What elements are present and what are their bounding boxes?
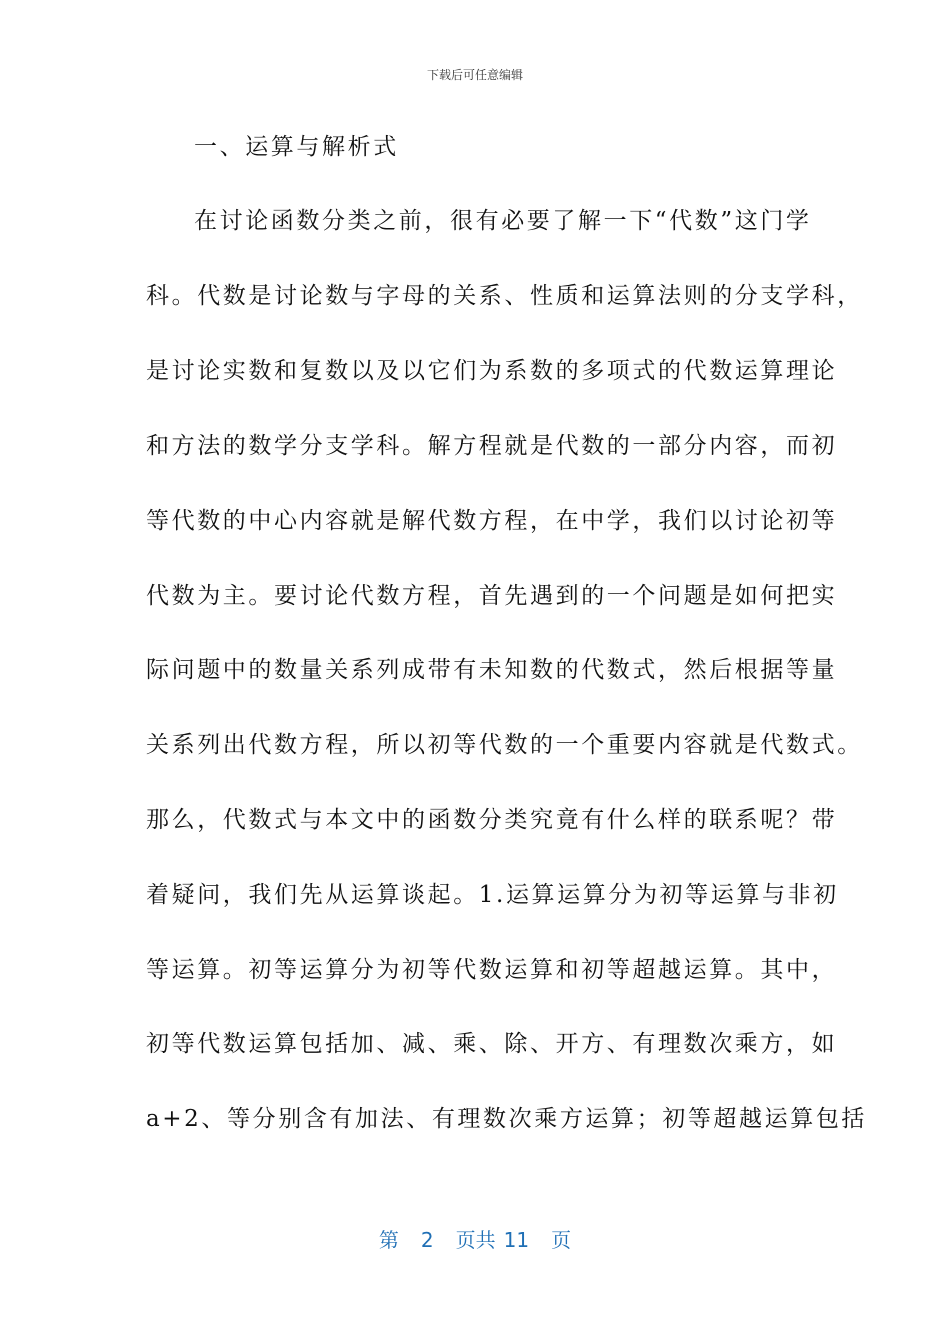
paragraph-line: 和方法的数学分支学科。解方程就是代数的一部分内容，而初 (146, 433, 838, 459)
page-number-footer (0, 1224, 950, 1253)
current-page-number: 2 (420, 1228, 434, 1252)
paragraph-line: a+2、等分别含有加法、有理数次乘方运算；初等超越运算包括 (146, 1106, 868, 1132)
paragraph-line: 际问题中的数量关系列成带有未知数的代数式，然后根据等量 (146, 657, 838, 683)
paragraph-line: 等代数的中心内容就是解代数方程，在中学，我们以讨论初等 (146, 508, 838, 534)
footer-suffix: 页 (551, 1228, 572, 1252)
footer-middle: 页共 (455, 1228, 496, 1252)
paragraph-line: 关系列出代数方程，所以初等代数的一个重要内容就是代数式。 (146, 732, 863, 758)
paragraph-line: 是讨论实数和复数以及以它们为系数的多项式的代数运算理论 (146, 358, 838, 384)
paragraph-line: 初等代数运算包括加、减、乘、除、开方、有理数次乘方，如 (146, 1031, 838, 1057)
paragraph-line: 代数为主。要讨论代数方程，首先遇到的一个问题是如何把实 (146, 583, 838, 609)
section-heading: 一、运算与解析式 (194, 134, 399, 160)
paragraph-line: 科。代数是讨论数与字母的关系、性质和运算法则的分支学科， (146, 283, 863, 309)
total-pages-number: 11 (503, 1228, 530, 1252)
paragraph-line: 那么，代数式与本文中的函数分类究竟有什么样的联系呢？带 (146, 807, 838, 833)
paragraph-line: 着疑问，我们先从运算谈起。1.运算运算分为初等运算与非初 (146, 882, 839, 908)
download-note: 下载后可任意编辑 (426, 68, 523, 82)
footer-prefix: 第 (378, 1228, 399, 1252)
paragraph-line: 等运算。初等运算分为初等代数运算和初等超越运算。其中， (146, 957, 838, 983)
paragraph-line: 在讨论函数分类之前，很有必要了解一下“代数”这门学 (194, 208, 812, 234)
